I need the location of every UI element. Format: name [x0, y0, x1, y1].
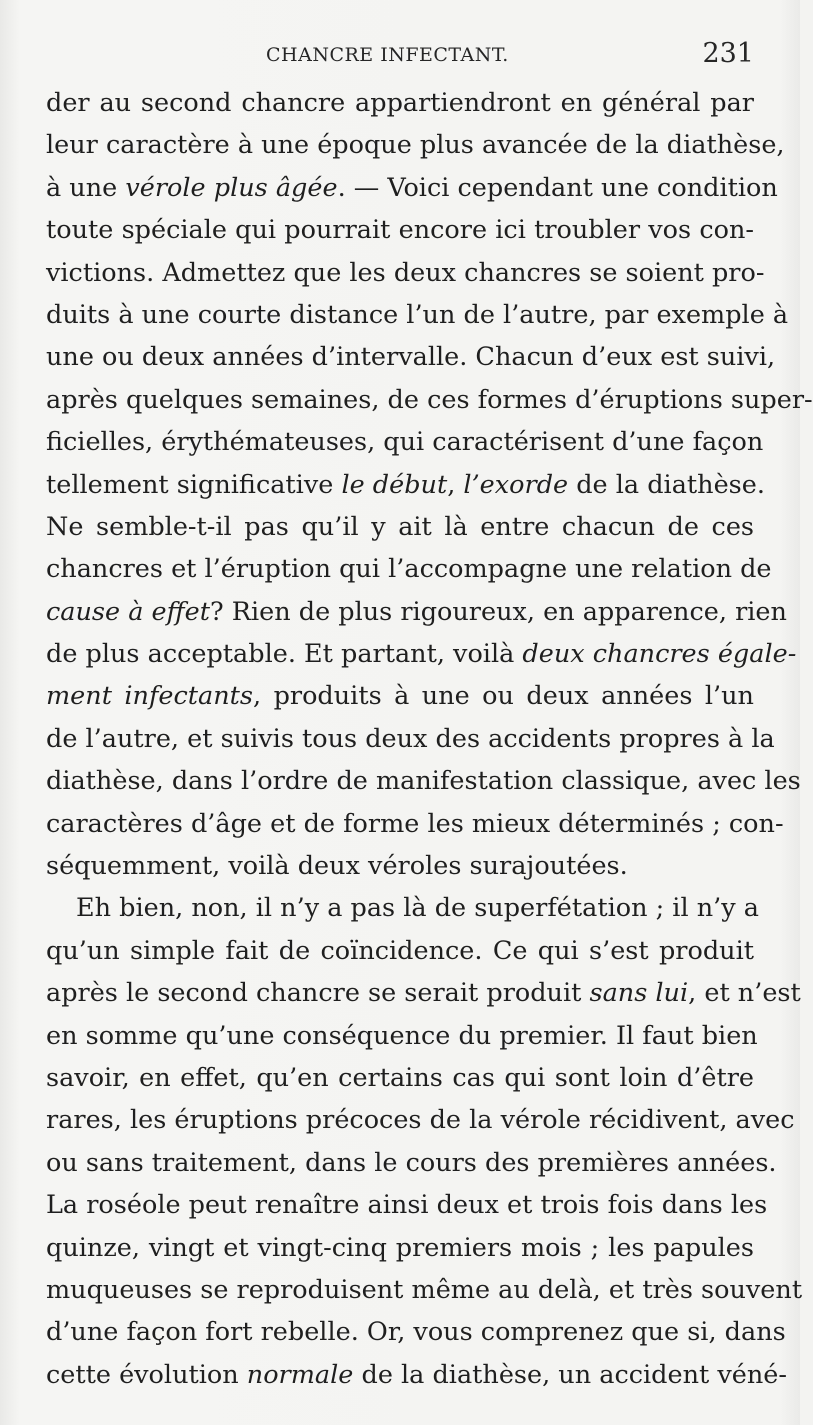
text-line [46, 972, 801, 1014]
text-segment: ? Rien de plus rigoureux, en apparence, rien [210, 596, 787, 627]
text-segment: après quelques semaines, de ces formes d’éruptions super- [46, 384, 813, 415]
text-line [46, 591, 787, 633]
text-segment: leur caractère à une époque plus avancée de la diathèse, [46, 130, 785, 161]
text-line [46, 421, 764, 463]
text-line [46, 124, 785, 166]
text-line [46, 336, 776, 378]
text-line [46, 464, 765, 506]
text-line [46, 209, 754, 251]
text-segment: qu’un simple fait de coïncidence. Ce qui s’est produit [46, 935, 754, 966]
text-segment: à une [46, 172, 126, 203]
text-segment: de l’autre, et suivis tous deux des accidents propres à la [46, 723, 775, 754]
text-segment: ou sans traitement, dans le cours des premières années. [46, 1147, 777, 1178]
text-line [46, 1354, 788, 1396]
text-line [46, 1142, 777, 1184]
text-line [46, 294, 789, 336]
text-segment: toute spéciale qui pourrait encore ici troubler vos con- [46, 215, 754, 246]
text-line [46, 1184, 768, 1226]
text-segment: La roséole peut renaître ainsi deux et trois fois dans les [46, 1190, 768, 1221]
page-header [46, 38, 754, 74]
text-segment: savoir, en effet, qu’en certains cas qui sont loin d’être [46, 1062, 754, 1093]
italic-segment: ment infectants [46, 681, 253, 712]
text-line [46, 1099, 795, 1141]
text-segment: rares, les éruptions précoces de la vérole récidivent, avec [46, 1105, 795, 1136]
italic-segment: le début [341, 469, 448, 500]
text-line [46, 82, 754, 124]
text-line [46, 379, 813, 421]
text-line [46, 930, 754, 972]
text-line [46, 675, 754, 717]
text-line [46, 803, 784, 845]
text-line [46, 1311, 786, 1353]
text-line [46, 167, 778, 209]
text-segment: de la diathèse, un accident véné- [353, 1359, 788, 1390]
text-line [46, 760, 801, 802]
text-segment: chancres et l’éruption qui l’accompagne une relation de [46, 554, 772, 585]
text-line [46, 1057, 754, 1099]
text-segment: , et n’est [688, 978, 801, 1009]
text-segment: une ou deux années d’intervalle. Chacun d’eux est suivi, [46, 342, 776, 373]
page-number: 231 [702, 38, 754, 69]
text-segment: d’une façon fort rebelle. Or, vous comprenez que si, dans [46, 1317, 786, 1348]
text-line [46, 633, 797, 675]
text-segment: , [447, 469, 464, 500]
italic-segment: normale [246, 1359, 354, 1390]
italic-segment: sans lui [589, 978, 689, 1009]
text-segment: ficielles, érythémateuses, qui caractérisent d’une façon [46, 427, 764, 458]
text-segment: en somme qu’une conséquence du premier. Il faut bien [46, 1020, 758, 1051]
text-segment: Ne semble-t-il pas qu’il y ait là entre chacun de ces [46, 511, 754, 542]
italic-segment: cause à effet [46, 596, 210, 627]
text-segment: duits à une courte distance l’un de l’autre, par exemple à [46, 299, 789, 330]
text-segment: tellement significative [46, 469, 342, 500]
text-line [46, 845, 754, 887]
text-segment: caractères d’âge et de forme les mieux déterminés ; con- [46, 808, 784, 839]
italic-segment: deux chancres égale- [522, 639, 797, 670]
text-line [46, 1227, 754, 1269]
text-segment: après le second chancre se serait produit [46, 978, 590, 1009]
italic-segment: vérole plus âgée [125, 172, 338, 203]
text-segment: . — Voici cependant une condition [337, 172, 778, 203]
text-segment: de la diathèse. [568, 469, 765, 500]
body-text [46, 82, 813, 1396]
text-line [46, 252, 765, 294]
text-line [46, 887, 759, 929]
text-line [46, 548, 772, 590]
text-segment: cette évolution [46, 1359, 247, 1390]
text-segment: victions. Admettez que les deux chancres se soient pro- [46, 257, 765, 288]
text-line [46, 718, 775, 760]
text-segment: , produits à une ou deux années l’un [253, 681, 754, 712]
text-line [46, 506, 754, 548]
text-segment: der au second chancre appartiendront en général par [46, 88, 754, 118]
text-segment: muqueuses se reproduisent même au delà, et très souvent [46, 1274, 803, 1305]
text-segment: séquemment, voilà deux véroles surajoutées. [46, 851, 628, 882]
text-segment: de plus acceptable. Et partant, voilà [46, 639, 523, 670]
text-line [46, 1015, 758, 1057]
text-segment: diathèse, dans l’ordre de manifestation classique, avec les [46, 766, 801, 797]
italic-segment: l’exorde [463, 469, 569, 500]
text-line [46, 1269, 803, 1311]
running-title: CHANCRE INFECTANT. [266, 44, 509, 66]
text-segment: quinze, vingt et vingt-cinq premiers mois ; les papules [46, 1232, 754, 1263]
text-segment: Eh bien, non, il n’y a pas là de superfétation ; il n’y a [76, 893, 759, 924]
